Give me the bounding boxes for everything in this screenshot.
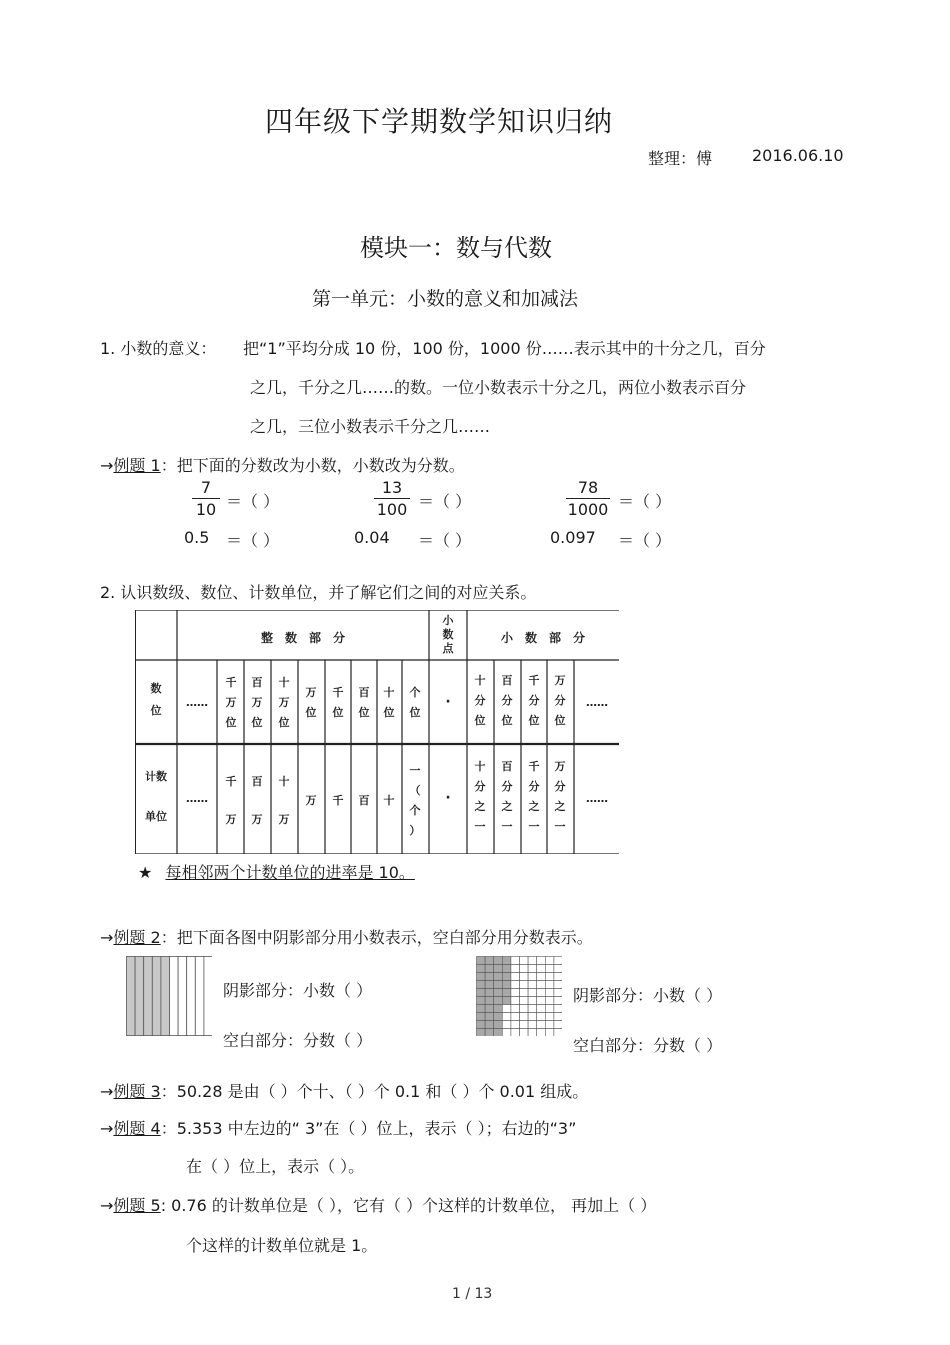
unit-heading: 第一单元：小数的意义和加减法 [312,288,579,310]
blank-strip [178,957,187,1036]
shaded-cell [477,957,486,965]
shaded-cell [485,957,494,965]
blank-cell [528,957,537,965]
blank-cell [528,973,537,981]
blank-cell [511,957,520,965]
unit-name-cell: 百 [358,794,370,807]
blank-cell [520,957,529,965]
place-name-cell: 个 [409,686,421,699]
row-label-place: 数 [150,682,162,695]
blank-cell [502,1029,511,1037]
example-2-heading [100,925,593,948]
place-name-cell: 分 [554,694,566,707]
blank-cell [511,1029,520,1037]
blank-cell [520,965,529,973]
ellipsis-cell: …… [186,792,208,805]
blank-cell [511,989,520,997]
place-name-cell: 十 [383,686,395,699]
example-label: 例题 2 [113,928,161,947]
shaded-cell [477,1013,486,1021]
unit-name-cell: 一 [554,820,566,833]
example-3 [100,1079,588,1102]
blank-cell [537,989,546,997]
unit-name-cell: 千 [225,775,237,788]
place-value-table-svg [135,610,619,854]
shaded-cell [485,1005,494,1013]
decimal-point-header: 数 [442,628,454,641]
denominator: 10 [195,500,217,519]
place-name-cell: 万 [554,674,566,687]
blank-cell [554,989,562,997]
shaded-cell [485,981,494,989]
shaded-strip [135,957,144,1036]
example-1-heading [100,453,465,476]
unit-name-cell: 百 [251,775,263,788]
place-name-cell: 分 [528,694,540,707]
arrow-icon: → [100,928,114,947]
blank-cell [528,981,537,989]
shaded-cell [494,965,503,973]
blank-cell [520,989,529,997]
blank-cell [528,989,537,997]
blank-cell [520,981,529,989]
example-5-line2: 个这样的计数单位就是 1。 [186,1236,378,1255]
integer-part-header: 整 数 部 分 [260,631,346,645]
blank-cell [528,1021,537,1029]
blank-cell [554,973,562,981]
place-name-cell: 位 [358,706,370,719]
decimal-part-header: 小 数 部 分 [500,631,586,645]
fraction-bar [566,498,610,499]
example-5 [100,1193,656,1216]
place-name-cell: 位 [474,714,486,727]
fraction-1 [192,478,220,519]
figure-2-shade-decimal: 阴影部分：小数（ ） [573,986,723,1005]
ellipsis-cell: …… [586,792,608,805]
example-text: ：把下面各图中阴影部分用小数表示，空白部分用分数表示。 [160,928,593,947]
unit-name-cell: 万 [554,760,566,773]
unit-name-cell: 万 [225,813,237,826]
blank-cell [537,957,546,965]
example-text: ：50.28 是由（ ）个十、（ ）个 0.1 和（ ）个 0.01 组成。 [160,1082,589,1101]
decimal-1: 0.5 [184,528,210,547]
blank-cell [511,965,520,973]
blank-cell [520,1005,529,1013]
place-name-cell: 位 [251,716,263,729]
blank-cell [520,997,529,1005]
blank-cell [545,957,554,965]
dot-cell: · [445,694,451,710]
blank-cell [528,997,537,1005]
blank-cell [502,1021,511,1029]
place-name-cell: 位 [383,706,395,719]
blank-cell [528,1005,537,1013]
unit-name-cell: 之 [501,800,513,813]
place-name-cell: 位 [225,716,237,729]
blank-cell [511,1005,520,1013]
shaded-cell [502,957,511,965]
blank-cell [502,1013,511,1021]
shaded-cell [502,997,511,1005]
arrow-icon: → [100,1196,114,1215]
item1-line2: 之几，千分之几……的数。一位小数表示十分之几，两位小数表示百分 [250,378,747,397]
unit-name-cell: 百 [501,760,513,773]
fraction-2 [374,478,410,519]
place-name-cell: 十 [278,676,290,689]
shaded-cell [494,989,503,997]
example-text: ：5.353 中左边的“ 3”在（ ）位上，表示（ ）；右边的“3” [160,1119,577,1138]
ellipsis-cell: …… [586,696,608,709]
denominator: 1000 [567,500,609,519]
unit-name-cell: 万 [251,813,263,826]
shaded-cell [494,957,503,965]
blank-cell [537,1029,546,1037]
dot-cell: · [445,790,451,806]
figure-2-blank-fraction: 空白部分：分数（ ） [573,1036,723,1055]
decimal-3-answer: ＝（ ） [618,531,672,550]
shaded-cell [477,1029,486,1037]
blank-cell [528,1029,537,1037]
place-name-cell: 百 [358,686,370,699]
blank-cell [545,981,554,989]
place-name-cell: 万 [278,696,290,709]
fraction-bar [192,498,220,499]
unit-name-cell: 一 [501,820,513,833]
blank-strip [204,957,212,1036]
unit-name-cell: 一 [474,820,486,833]
unit-name-cell: 分 [528,780,540,793]
unit-name-cell: 十 [474,760,486,773]
example-label: 例题 5 [113,1196,161,1215]
blank-cell [545,973,554,981]
fraction-2-answer: ＝（ ） [418,492,472,511]
shaded-strip [144,957,153,1036]
shaded-cell [502,989,511,997]
item1-line3: 之几，三位小数表示千分之几…… [250,417,491,436]
blank-cell [545,965,554,973]
decimal-point-header: 小 [442,614,454,627]
place-name-cell: 万 [251,696,263,709]
place-name-cell: 百 [501,674,513,687]
example-4-line2: 在（ ）位上，表示（ ）。 [186,1157,365,1176]
star-icon: ★ [138,863,153,882]
unit-name-cell: 分 [474,780,486,793]
blank-strip [170,957,179,1036]
figure-1-blank-fraction: 空白部分：分数（ ） [223,1031,373,1050]
blank-cell [545,997,554,1005]
unit-name-cell: ） [409,824,421,837]
blank-cell [520,1029,529,1037]
row-label-unit: 单位 [145,810,167,823]
blank-strip [195,957,204,1036]
blank-cell [554,1029,562,1037]
shaded-cell [494,1005,503,1013]
shaded-cell [477,1021,486,1029]
place-name-cell: 位 [305,706,317,719]
star-note [138,860,415,883]
place-name-cell: 位 [528,714,540,727]
numerator: 13 [381,478,403,497]
blank-cell [511,981,520,989]
page-title: 四年级下学期数学知识归纳 [265,105,614,138]
arrow-icon: → [100,1082,114,1101]
shaded-cell [485,1021,494,1029]
blank-cell [511,973,520,981]
blank-cell [520,1021,529,1029]
fraction-bar [374,498,410,499]
place-name-cell: 百 [251,676,263,689]
shaded-cell [494,981,503,989]
shaded-cell [494,997,503,1005]
page-number: 1 / 13 [452,1286,493,1302]
example-label: 例题 1 [113,456,161,475]
shaded-cell [502,981,511,989]
unit-name-cell: 千 [528,760,540,773]
unit-name-cell: 之 [554,800,566,813]
shaded-cell [485,965,494,973]
place-name-cell: 位 [332,706,344,719]
blank-cell [520,1013,529,1021]
shaded-cell [485,1029,494,1037]
blank-cell [528,1013,537,1021]
item1-label: 1. 小数的意义： [100,339,217,358]
place-name-cell: 千 [528,674,540,687]
fraction-3-answer: ＝（ ） [618,492,672,511]
shaded-strip [127,957,136,1036]
blank-cell [528,965,537,973]
place-value-table [135,610,619,854]
shaded-cell [477,989,486,997]
blank-cell [511,1021,520,1029]
unit-name-cell: 分 [554,780,566,793]
author-line: 整理：傅 [648,149,713,168]
shaded-cell [502,965,511,973]
place-name-cell: 分 [501,694,513,707]
decimal-point-header: 点 [442,642,454,655]
blank-cell [502,1005,511,1013]
blank-cell [520,973,529,981]
figure-2-grid [476,956,562,1036]
shaded-cell [485,973,494,981]
shaded-cell [494,1013,503,1021]
unit-name-cell: 十 [383,794,395,807]
item2-text: 2. 认识数级、数位、计数单位，并了解它们之间的对应关系。 [100,583,537,602]
decimal-1-answer: ＝（ ） [226,531,280,550]
unit-name-cell: 之 [528,800,540,813]
shaded-cell [477,973,486,981]
shaded-cell [485,1013,494,1021]
blank-cell [537,973,546,981]
blank-cell [511,1013,520,1021]
blank-cell [545,989,554,997]
blank-cell [545,1029,554,1037]
shaded-cell [477,981,486,989]
shaded-cell [477,997,486,1005]
example-label: 例题 4 [113,1119,161,1138]
decimal-2-answer: ＝（ ） [418,531,472,550]
blank-cell [554,965,562,973]
star-note-text: 每相邻两个计数单位的进率是 10。 [165,863,415,882]
blank-cell [511,997,520,1005]
blank-cell [554,957,562,965]
blank-cell [554,1021,562,1029]
fraction-1-answer: ＝（ ） [226,492,280,511]
unit-name-cell: 一 [528,820,540,833]
item1-line1: 把“1”平均分成 10 份，100 份，1000 份……表示其中的十分之几，百分 [243,339,766,358]
place-name-cell: 十 [474,674,486,687]
shaded-cell [494,973,503,981]
date: 2016.06.10 [752,146,844,165]
shaded-cell [494,1021,503,1029]
shaded-cell [485,989,494,997]
unit-name-cell: 十 [278,775,290,788]
unit-name-cell: 之 [474,800,486,813]
shaded-cell [485,997,494,1005]
blank-cell [537,997,546,1005]
arrow-icon: → [100,456,114,475]
example-text: : 0.76 的计数单位是（ ），它有（ ）个这样的计数单位， 再加上（ ） [160,1196,657,1215]
row-label-unit: 计数 [145,770,167,783]
blank-cell [545,1013,554,1021]
place-name-cell: 分 [474,694,486,707]
figure-1-svg [126,956,212,1036]
place-name-cell: 位 [554,714,566,727]
ellipsis-cell: …… [186,696,208,709]
shaded-cell [494,1029,503,1037]
denominator: 100 [376,500,408,519]
decimal-2: 0.04 [354,528,390,547]
blank-cell [545,1005,554,1013]
shaded-cell [477,1005,486,1013]
numerator: 78 [577,478,599,497]
numerator: 7 [200,478,212,497]
figure-2-svg [476,956,562,1036]
blank-cell [554,1013,562,1021]
place-name-cell: 位 [501,714,513,727]
place-name-cell: 万 [305,686,317,699]
example-4 [100,1116,576,1139]
blank-cell [537,965,546,973]
blank-cell [545,1021,554,1029]
blank-cell [554,981,562,989]
figure-1-shade-decimal: 阴影部分：小数（ ） [223,981,373,1000]
example-text: ：把下面的分数改为小数，小数改为分数。 [160,456,465,475]
row-label-place: 位 [150,704,162,717]
unit-name-cell: 万 [278,813,290,826]
blank-cell [537,1013,546,1021]
unit-name-cell: 一 [409,764,421,777]
place-name-cell: 位 [278,716,290,729]
decimal-3: 0.097 [550,528,596,547]
fraction-3 [566,478,610,519]
module-heading: 模块一：数与代数 [360,234,552,262]
place-name-cell: 千 [332,686,344,699]
blank-cell [537,1005,546,1013]
blank-strip [187,957,196,1036]
shaded-strip [161,957,170,1036]
place-name-cell: 位 [409,706,421,719]
shaded-cell [502,973,511,981]
blank-cell [537,981,546,989]
unit-name-cell: 千 [332,794,344,807]
example-label: 例题 3 [113,1082,161,1101]
blank-cell [554,997,562,1005]
arrow-icon: → [100,1119,114,1138]
shaded-cell [477,965,486,973]
blank-cell [537,1021,546,1029]
blank-cell [554,1005,562,1013]
unit-name-cell: 分 [501,780,513,793]
shaded-strip [152,957,161,1036]
unit-name-cell: 个 [409,804,421,817]
figure-1-strips [126,956,212,1036]
place-name-cell: 万 [225,696,237,709]
unit-name-cell: 万 [305,794,317,807]
unit-name-cell: （ [409,784,421,797]
place-name-cell: 千 [225,676,237,689]
